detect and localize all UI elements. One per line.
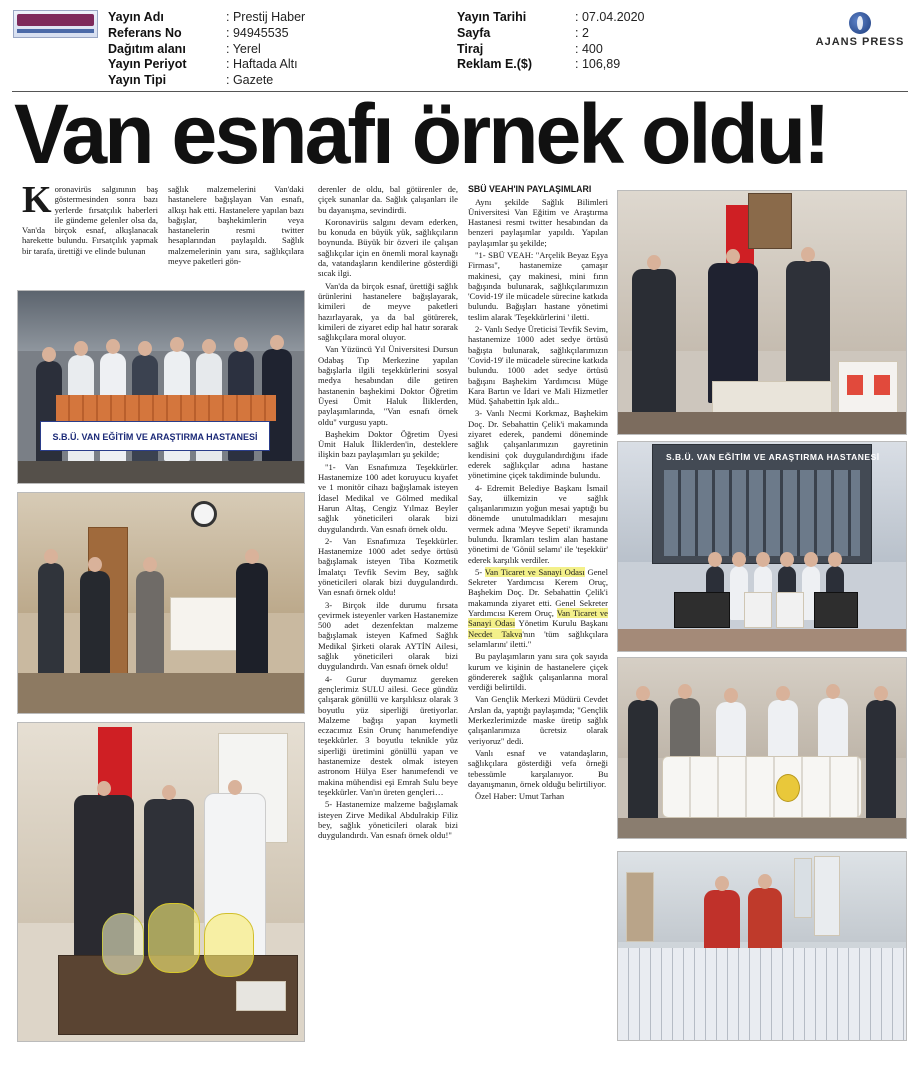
meta-value: : Gazete <box>226 73 274 88</box>
meta-value: : 106,89 <box>575 57 621 72</box>
headline: Van esnafı örnek oldu! <box>14 87 828 181</box>
meta-row <box>108 57 305 73</box>
article-column-2 <box>168 184 304 280</box>
meta-value: : Yerel <box>226 41 261 56</box>
publication-logo <box>13 10 98 38</box>
photo-office-donation <box>17 492 305 714</box>
meta-row <box>457 42 645 58</box>
meta-key: Referans No <box>108 25 182 40</box>
paragraph: 3- Vanlı Necmi Korkmaz, Başhekim Doç. Dr. Sebahattin Çelik'i makamında ziyaret ederek, pandemi döneminde sağlık çalışanlarımızın gayretinin kendisini çok duygulandırdığını ifade ederek sağlıkçılar adına hastane yönetimine çiçek takdiminde bulundu. <box>468 408 608 481</box>
meta-key: Sayfa <box>457 25 491 40</box>
photo-hospital-building <box>617 441 907 652</box>
paragraph: 2- Vanlı Sedye Üreticisi Tevfik Sevim, hastanemize 1000 adet sedye örtüsü bağışta bulunarak, sağlıkçılarımızın 'Covid-19' ile mücadele sürecine katkıda bulundu. 1000 adet sedye örtüsü bağışını Başhekim Yardımcısı Müge Kara Bartın ve İdari ve Mali Hizmetler Müd. Şahabettin Işık aldı.. <box>468 324 608 407</box>
meta-right <box>457 10 645 73</box>
paragraph: sağlık malzemelerini Van'daki hastanelere bağışlayan Van esnafı, alkışı hak etti. Hastanelere yapılan bazı bağışlar, başhekimlerin veya hastanelerin resmi twitter hesaplarından paylaşıldı. Sağlık malzemelerinin yanı sıra, sağlıkçılara meyve paketleri gön- <box>168 184 304 267</box>
meta-value: : 400 <box>575 41 603 56</box>
meta-value: : Prestij Haber <box>226 10 306 24</box>
paragraph: Bu paylaşımların yanı sıra çok sayıda kurum ve kişinin de hastanelere çiçek göndererek sağlık çalışanlarına moral verdiği belirtildi. <box>468 651 608 693</box>
meta-key: Yayın Periyot <box>108 57 187 72</box>
clock-icon <box>191 501 217 527</box>
article-column-4 <box>468 184 608 1044</box>
highlighted-text: Necdet Takva <box>468 628 523 639</box>
paragraph: 5- Hastanemize malzeme bağışlamak isteyen Zirve Medikal Abdulrakip Filiz bey, sağlık yöneticileri olarak bizi duygulandırdı. Van esnafı örnek oldu!" <box>318 799 458 841</box>
paragraph: Van Gençlik Merkezi Müdürü Cevdet Arslan da, yaptığı paylaşımda; "Gençlik Merkezlerimizde maske üretip sağlık çalışanlarımıza ücretsiz olarak veriyoruz" dedi. <box>468 694 608 746</box>
hospital-banner: S.B.Ü. VAN EĞİTİM VE ARAŞTIRMA HASTANESİ <box>40 421 270 451</box>
article-column-3 <box>318 184 458 1039</box>
meta-value: : 94945535 <box>226 25 289 40</box>
paragraph: Aynı şekilde Sağlık Bilimleri Üniversitesi Van Eğitim ve Araştırma Hastanesi resmi twitter hesabından da benzeri paylaşımlar yapıldı. Yapılan paylaşımlar şu şekilde; <box>468 196 608 248</box>
meta-value: : 2 <box>575 25 589 40</box>
agency-name: AJANS PRESS <box>815 36 905 48</box>
meta-value: : Haftada Altı <box>226 57 298 72</box>
paragraph: 4- Edremit Belediye Başkanı İsmail Say, ülkemizin ve sağlık çalışanlarımızın yoğun mesai yaptığı bu dönemde unutulmadıkları mesajını vermek adına 'Meyve Sepeti' ikramında bulundu. İkramları teslim alan hastane yönetimi de 'Gönül selamı' ile 'teşekkür' ederek karşılık verdiler. <box>468 482 608 565</box>
meta-row <box>108 42 305 58</box>
globe-icon <box>849 12 871 34</box>
photo-face-shields <box>17 722 305 1042</box>
meta-key: Yayın Tarihi <box>457 10 527 24</box>
meta-key: Yayın Tipi <box>108 73 167 88</box>
photo-mask-production <box>617 851 907 1041</box>
paragraph: Van Yüzüncü Yıl Üniversitesi Dursun Odabaş Tıp Merkezine yapılan bağışlarla ilgili teşekkürlerini sosyal medya hesabından dile getiren hastanenin başhekimi Doktor Öğretim Üyesi Ümit Haluk İliklerden, paylaşımlarında, "Van esnafı örnek oldu" vurgusu yaptı. <box>318 344 458 427</box>
meta-left <box>108 10 305 89</box>
paragraph: 4- Gurur duymamız gereken gençlerimiz SULU ailesi. Gece gündüz çalışarak gönüllü ve karşılıksız olarak 3 boyutlu yüz siperliği üretiyorlar. Malzeme bağışı yapan kıymetli eczacımız Esin Orunç hanımefendiye teşekkürler. 3 boyutlu teknikle yüz siperliği üretimini gönüllü yapan ve hastanemize destek olmak isteyen astronom Hülya Eser hanımefendi ve makina mühendisi eşi Emrah Sulu beye teşekkürler. Van'ın üreten gençleri… <box>318 673 458 797</box>
paragraph: Vanlı esnaf ve vatandaşların, sağlıkçılara gösterdiği vefa örneği tebessümle karşılanıyor. Bu dayanışmanın, örnek olduğu belirtiliyor. <box>468 747 608 789</box>
meta-key: Dağıtım alanı <box>108 41 186 56</box>
paragraph: Van'da da birçok esnaf, ürettiği sağlık ürünlerini hastanelere bağışlayarak, kimileri de meyve paketleri hazırlayarak, ya da bal götürerek, kimileri de ziyaret edip hal hatır sorarak sağlıkçılara moral oluyor. <box>318 280 458 343</box>
paragraph: 5- Van Ticaret ve Sanayi Odası Genel Sekreter Yardımcısı Kerem Oruç, Başhekim Doç. Dr. Sebahattin Çelik'i makamında ziyaret etti. Genel Sekreter Yardımcısı Kerem Oruç, Van Ticaret ve Sanayi Odası Yönetim Kurulu Başkanı Necdet Takva'nın 'tüm sağlıkçılara selamlarını' iletti." <box>468 566 608 649</box>
photo-fruit-donation <box>17 290 305 484</box>
meta-key: Reklam E.($) <box>457 57 533 72</box>
photo-fruit-baskets <box>617 657 907 839</box>
meta-key: Tiraj <box>457 41 484 56</box>
agency-logo <box>812 12 908 48</box>
drop-cap: K <box>22 184 52 221</box>
building-sign: S.B.Ü. VAN EĞİTİM VE ARAŞTIRMA HASTANESİ <box>666 452 880 462</box>
meta-row <box>457 57 645 73</box>
meta-row <box>108 26 305 42</box>
meta-row <box>457 10 645 26</box>
paragraph: derenler de oldu, bal götürenler de, çiçek sunanlar da. Sağlık çalışanları ile bu dayanışma, sevindirdi. <box>318 184 458 215</box>
meta-value: : 07.04.2020 <box>575 10 645 24</box>
paragraph: "1- SBÜ VEAH: "Arçelik Beyaz Eşya Firması", hastanemize çamaşır makinesi, çay makinesi, mini fırın bağışında bulunarak, sağlıkçılarımızın 'Covid-19' ile mücadele sürecine katkıda bulundu. Bağışları hastane yönetimi teslim alarak 'Teşekkürlerini ' iletti. <box>468 249 608 322</box>
article-column-1 <box>22 184 158 280</box>
paragraph: 3- Birçok ilde durumu fırsata çevirmek isteyenler varken Hastanemize 500 adet dezenfektan malzeme bağışlamak isteyen Kafmed Sağlık Medikal Şirketi olarak AYTİN Ailesi, sağlık yöneticileri olarak bizi duygulandırdı. Van esnafı örnek oldu! <box>318 599 458 672</box>
meta-row <box>457 26 645 42</box>
highlighted-text: Van Ticaret ve Sanayi Odası <box>468 608 608 629</box>
paragraph: 2- Van Esnafımıza Teşekkürler. Hastanemize 1000 adet sedye örtüsü bağışlamak isteyen Tiba Kozmetik İmalatçı Tevfik Sevim Bey, sağlık yöneticileri olarak bizi duygulandırdı. Van esnafı örnek oldu! <box>318 535 458 598</box>
highlighted-text: Van Ticaret ve Sanayi Odası <box>484 566 585 577</box>
paragraph: Başhekim Doktor Öğretim Üyesi Ümit Haluk İliklerden'in, desteklere ilişkin bazı paylaşımları şu şekilde; <box>318 428 458 460</box>
meta-row <box>108 10 305 26</box>
paragraph: Koronavirüs salgını devam ederken, bu konuda en büyük yük, sağlıkçıların boynunda. Büyük bir özveri ile çalışan sağlıkçılar için en önemli moral kaynağı da, vatandaşların kendilerine gösterdiği sıcak ilgi. <box>318 216 458 279</box>
byline: Özel Haber: Umut Tarhan <box>475 791 565 802</box>
photo-supplies-office <box>617 190 907 435</box>
paragraph: "1- Van Esnafımıza Teşekkürler. Hastanemize 100 adet koruyucu kıyafet ve 1 monitör cihazı bağışlamak isteyen İdasel Medikal ve Gölmed medikal Harun Altaş, Cengiz Yılmaz Beyler sağlık yöneticileri olarak bizi duygulandırdı. Van esnafı örnek oldu. <box>318 461 458 534</box>
paragraph: oronavirüs salgınının baş göstermesinden sonra bazı yerlerde fırsatçılık haberleri ile gündeme gelenler olsa da, Van'da birçok esnaf, alkışlanacak harekette bulundu. Fırsatçılık yapmak bir tarafa, ürettiği ve elinde bulunan <box>22 184 158 256</box>
meta-key: Yayın Adı <box>108 10 164 24</box>
section-subhead: SBÜ VEAH'IN PAYLAŞIMLARI <box>468 184 592 194</box>
